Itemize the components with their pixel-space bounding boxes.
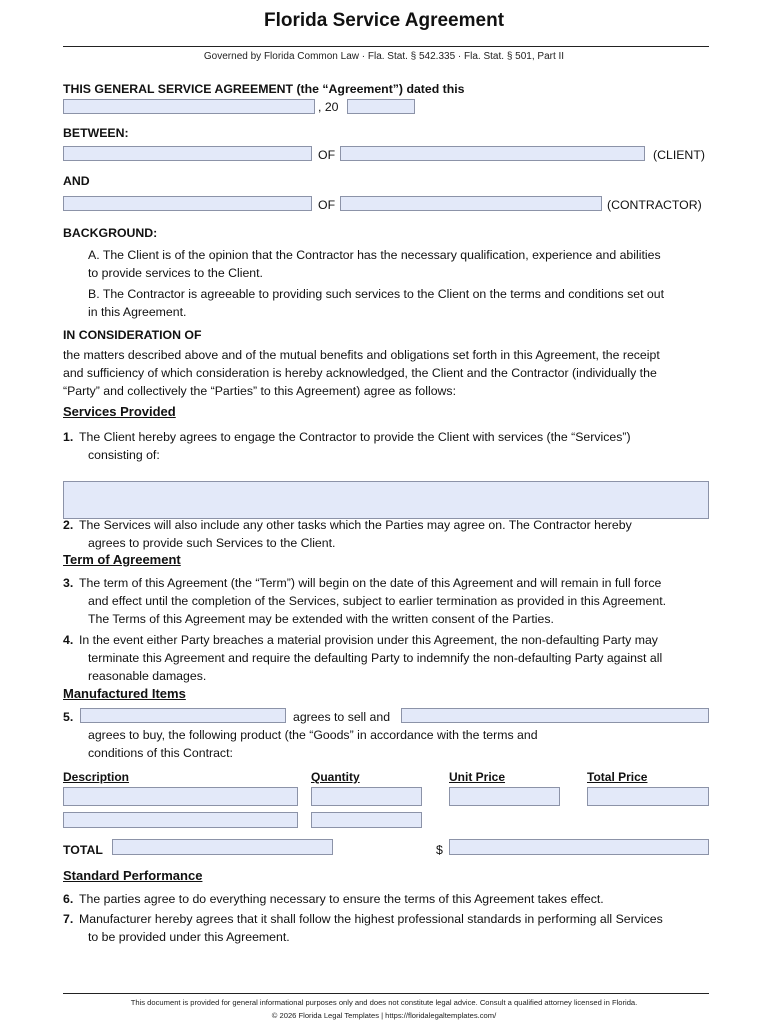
term-p4-line3: reasonable damages.: [88, 669, 207, 683]
consideration-line2: and sufficiency of which consideration is hereby acknowledged, the Client and the Contractor (individually the: [63, 366, 657, 380]
consideration-line3: “Party” and collectively the “Parties” to this Agreement) agree as follows:: [63, 384, 456, 398]
term-p3-line2: and effect until the completion of the Services, subject to earlier termination as provided in this Agreement.: [88, 594, 667, 608]
consideration-line1: the matters described above and of the mutual benefits and obligations set forth in this Agreement, the receipt: [63, 348, 660, 362]
contractor-address-field[interactable]: [340, 196, 602, 211]
item-number-7: 7.: [63, 912, 74, 926]
background-a-line1: A. The Client is of the opinion that the Contractor has the necessary qualification, experience and abilities: [88, 248, 661, 262]
background-b-line1: B. The Contractor is agreeable to providing such services to the Client on the terms and conditions set out: [88, 287, 664, 301]
client-label: (CLIENT): [653, 148, 705, 162]
term-heading: Term of Agreement: [63, 552, 181, 567]
manufactured-heading: Manufactured Items: [63, 686, 186, 701]
services-p1-line1: The Client hereby agrees to engage the Contractor to provide the Client with services (the “Services”): [79, 430, 631, 444]
standard-p7-line1: Manufacturer hereby agrees that it shall follow the highest professional standards in performing all Services: [79, 912, 663, 926]
date-day-month-field[interactable]: [63, 99, 315, 114]
seller-name-field[interactable]: [80, 708, 286, 723]
of-label-contractor: OF: [318, 198, 336, 212]
manufactured-line2: agrees to buy, the following product (the “Goods” in accordance with the terms and: [88, 728, 538, 742]
contractor-label: (CONTRACTOR): [607, 198, 702, 212]
of-label-client: OF: [318, 148, 336, 162]
item-number-6: 6.: [63, 892, 74, 906]
item-number-5: 5.: [63, 710, 74, 724]
consideration-heading: IN CONSIDERATION OF: [63, 328, 202, 342]
client-name-field[interactable]: [63, 146, 312, 161]
term-p3-line3: The Terms of this Agreement may be extended with the written consent of the Parties.: [88, 612, 554, 626]
services-description-field[interactable]: [63, 481, 709, 519]
services-p2-line2: agrees to provide such Services to the Client.: [88, 536, 336, 550]
comma-year-text: , 20: [318, 100, 339, 114]
quantity-field-1[interactable]: [311, 787, 422, 806]
standard-p7-line2: to be provided under this Agreement.: [88, 930, 290, 944]
between-label: BETWEEN:: [63, 126, 129, 140]
footer-rule: [63, 993, 709, 994]
description-field-1[interactable]: [63, 787, 298, 806]
total-price-field-1[interactable]: [587, 787, 709, 806]
unit-price-field-1[interactable]: [449, 787, 560, 806]
document-subtitle: Governed by Florida Common Law · Fla. Stat. § 542.335 · Fla. Stat. § 501, Part II: [203, 51, 565, 62]
column-quantity: Quantity: [311, 770, 360, 784]
item-number-3: 3.: [63, 576, 74, 590]
background-a-line2: to provide services to the Client.: [88, 266, 263, 280]
description-field-2[interactable]: [63, 812, 298, 828]
term-p4-line1: In the event either Party breaches a material provision under this Agreement, the non-defaulting Party may: [79, 633, 658, 647]
term-p3-line1: The term of this Agreement (the “Term”) will begin on the date of this Agreement and will remain in full force: [79, 576, 662, 590]
services-heading: Services Provided: [63, 404, 176, 419]
services-p1-line2: consisting of:: [88, 448, 160, 462]
background-b-line2: in this Agreement.: [88, 305, 187, 319]
footer-disclaimer: This document is provided for general informational purposes only and does not constitute legal advice. Consult a qualified attorney licensed in Florida.: [130, 998, 638, 1007]
contractor-name-field[interactable]: [63, 196, 312, 211]
total-amount-field[interactable]: [449, 839, 709, 855]
item-number-1: 1.: [63, 430, 74, 444]
total-label: TOTAL: [63, 843, 103, 857]
buyer-name-field[interactable]: [401, 708, 709, 723]
client-address-field[interactable]: [340, 146, 645, 161]
document-title: Florida Service Agreement: [263, 10, 505, 31]
footer-copyright: © 2026 Florida Legal Templates | https://floridalegaltemplates.com/: [271, 1011, 497, 1020]
header-rule: [63, 46, 709, 47]
total-quantity-field[interactable]: [112, 839, 333, 855]
item-number-2: 2.: [63, 518, 74, 532]
and-label: AND: [63, 174, 90, 188]
column-description: Description: [63, 770, 130, 784]
item-number-4: 4.: [63, 633, 74, 647]
background-heading: BACKGROUND:: [63, 226, 158, 240]
quantity-field-2[interactable]: [311, 812, 422, 828]
standard-p6: The parties agree to do everything necessary to ensure the terms of this Agreement takes effect.: [79, 892, 604, 906]
column-unit-price: Unit Price: [449, 770, 506, 784]
manufactured-line3: conditions of this Contract:: [88, 746, 233, 760]
services-p2-line1: The Services will also include any other tasks which the Parties may agree on. The Contractor hereby: [79, 518, 632, 532]
dated-line: THIS GENERAL SERVICE AGREEMENT (the “Agreement”) dated this: [63, 82, 465, 96]
term-p4-line2: terminate this Agreement and require the defaulting Party to indemnify the non-defaulting Party against all: [88, 651, 663, 665]
agrees-to-sell-text: agrees to sell and: [293, 710, 391, 724]
column-total-price: Total Price: [587, 770, 648, 784]
dollar-sign: $: [436, 843, 443, 857]
standard-heading: Standard Performance: [63, 868, 203, 883]
date-year-field[interactable]: [347, 99, 415, 114]
